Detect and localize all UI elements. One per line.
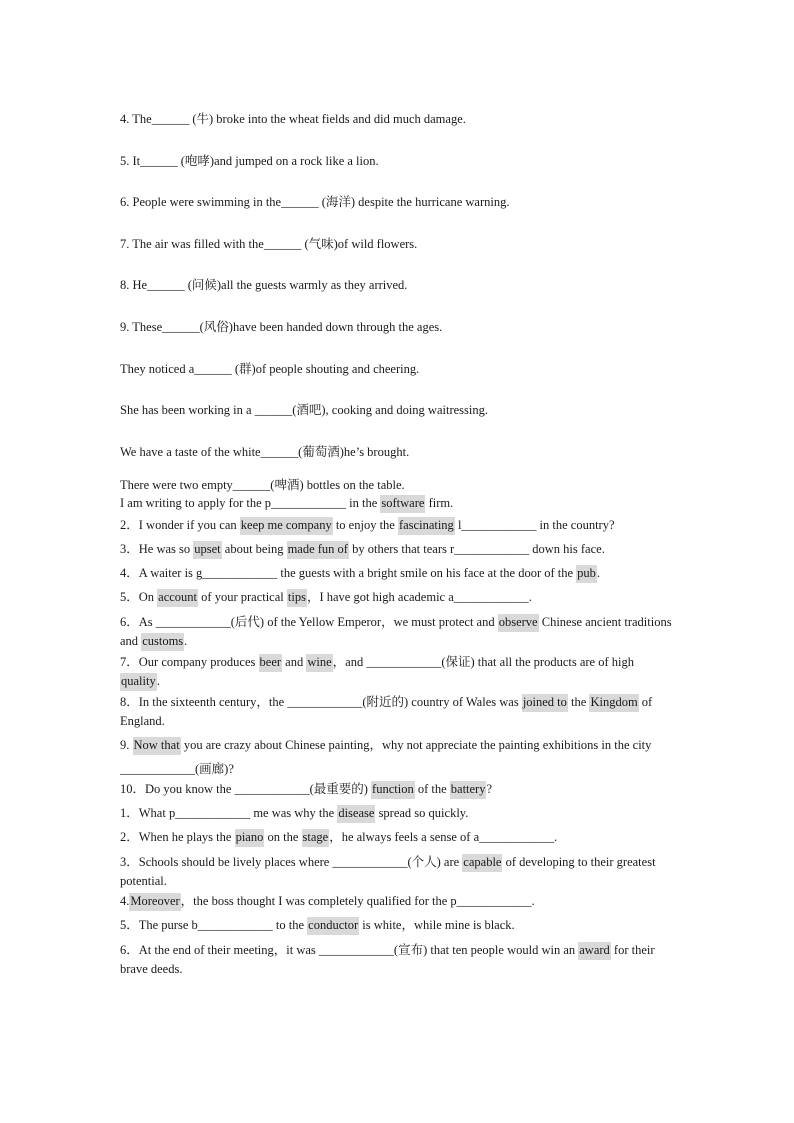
question-b9: 9. Now that you are crazy about Chinese painting，why not appreciate the painting exhibitions in the city ____________(画廊)? [120,738,652,776]
question-c6: 6．At the end of their meeting，it was ____________(宣布) that ten people would win an award for their brave deeds. [120,943,655,976]
highlight-word: software [380,495,425,513]
question-b5: 5．On account of your practical tips，I have got high academic a____________. [120,589,676,605]
highlight-word: joined to [522,694,568,712]
highlight-word: wine [306,654,332,672]
question-b4: 4．A waiter is g____________ the guests with a bright smile on his face at the door of the pub. [120,565,676,581]
sentence-wine: We have a taste of the white______(葡萄酒)he’s brought. [120,445,410,459]
sentence-bar: She has been working in a ______(酒吧), cooking and doing waitressing. [120,403,488,417]
highlight-word: Moreover [129,893,180,911]
question-b10: 10．Do you know the ____________(最重要的) function of the battery? [120,781,676,797]
highlight-word: upset [193,541,221,559]
question-c2: 2．When he plays the piano on the stage，he always feels a sense of a____________. [120,829,676,845]
highlight-word: stage [302,829,330,847]
question-c3: 3．Schools should be lively places where ____________(个人) are capable of developing to their greatest potential. [120,855,656,888]
highlight-word: quality [120,673,157,691]
sentence-5: 5. It______ (咆哮)and jumped on a rock like a lion. [120,154,379,168]
highlight-word: capable [462,854,502,872]
highlight-word: fascinating [398,517,455,535]
question-b3: 3．He was so upset about being made fun of by others that tears r____________ down his face. [120,541,676,557]
highlight-word: beer [259,654,283,672]
highlight-word: function [371,781,415,799]
sentence-8: 8. He______ (问候)all the guests warmly as they arrived. [120,278,408,292]
question-apply: I am writing to apply for the p____________ in the software firm. [120,495,676,511]
highlight-word: tips [287,589,307,607]
sentence-4: 4. The______ (牛) broke into the wheat fields and did much damage. [120,112,466,126]
sentence-6: 6. People were swimming in the______ (海洋) despite the hurricane warning. [120,195,510,209]
highlight-word: made fun of [287,541,349,559]
highlight-word: Now that [133,737,181,755]
highlight-word: battery [450,781,487,799]
highlight-word: account [157,589,198,607]
highlight-word: piano [235,829,265,847]
question-c1: 1．What p____________ me was why the disease spread so quickly. [120,805,676,821]
question-b2: 2．I wonder if you can keep me company to enjoy the fascinating l____________ in the country? [120,517,676,533]
highlight-word: Kingdom [589,694,638,712]
highlight-word: pub [576,565,597,583]
sentence-7: 7. The air was filled with the______ (气味)of wild flowers. [120,237,418,251]
highlight-word: keep me company [240,517,333,535]
question-c4: 4.Moreover，the boss thought I was completely qualified for the p____________. [120,893,676,909]
question-b6: 6．As ____________(后代) of the Yellow Emperor，we must protect and observe Chinese ancient traditions and customs. [120,613,676,651]
highlight-word: conductor [307,917,359,935]
highlight-word: customs [141,633,184,651]
question-c5: 5．The purse b____________ to the conductor is white，while mine is black. [120,917,676,933]
highlight-word: disease [337,805,375,823]
sentence-beer: There were two empty______(啤酒) bottles on the table. [120,478,405,492]
sentence-9: 9. These______(风俗)have been handed down through the ages. [120,320,443,334]
question-b8: 8．In the sixteenth century，the ____________(附近的) country of Wales was joined to the Kingdom of England. [120,695,653,728]
highlight-word: award [578,942,611,960]
question-b7: 7．Our company produces beer and wine，and ____________(保证) that all the products are of high quality. [120,653,676,691]
highlight-word: observe [498,614,539,632]
sentence-crowd: They noticed a______ (群)of people shouting and cheering. [120,362,420,376]
